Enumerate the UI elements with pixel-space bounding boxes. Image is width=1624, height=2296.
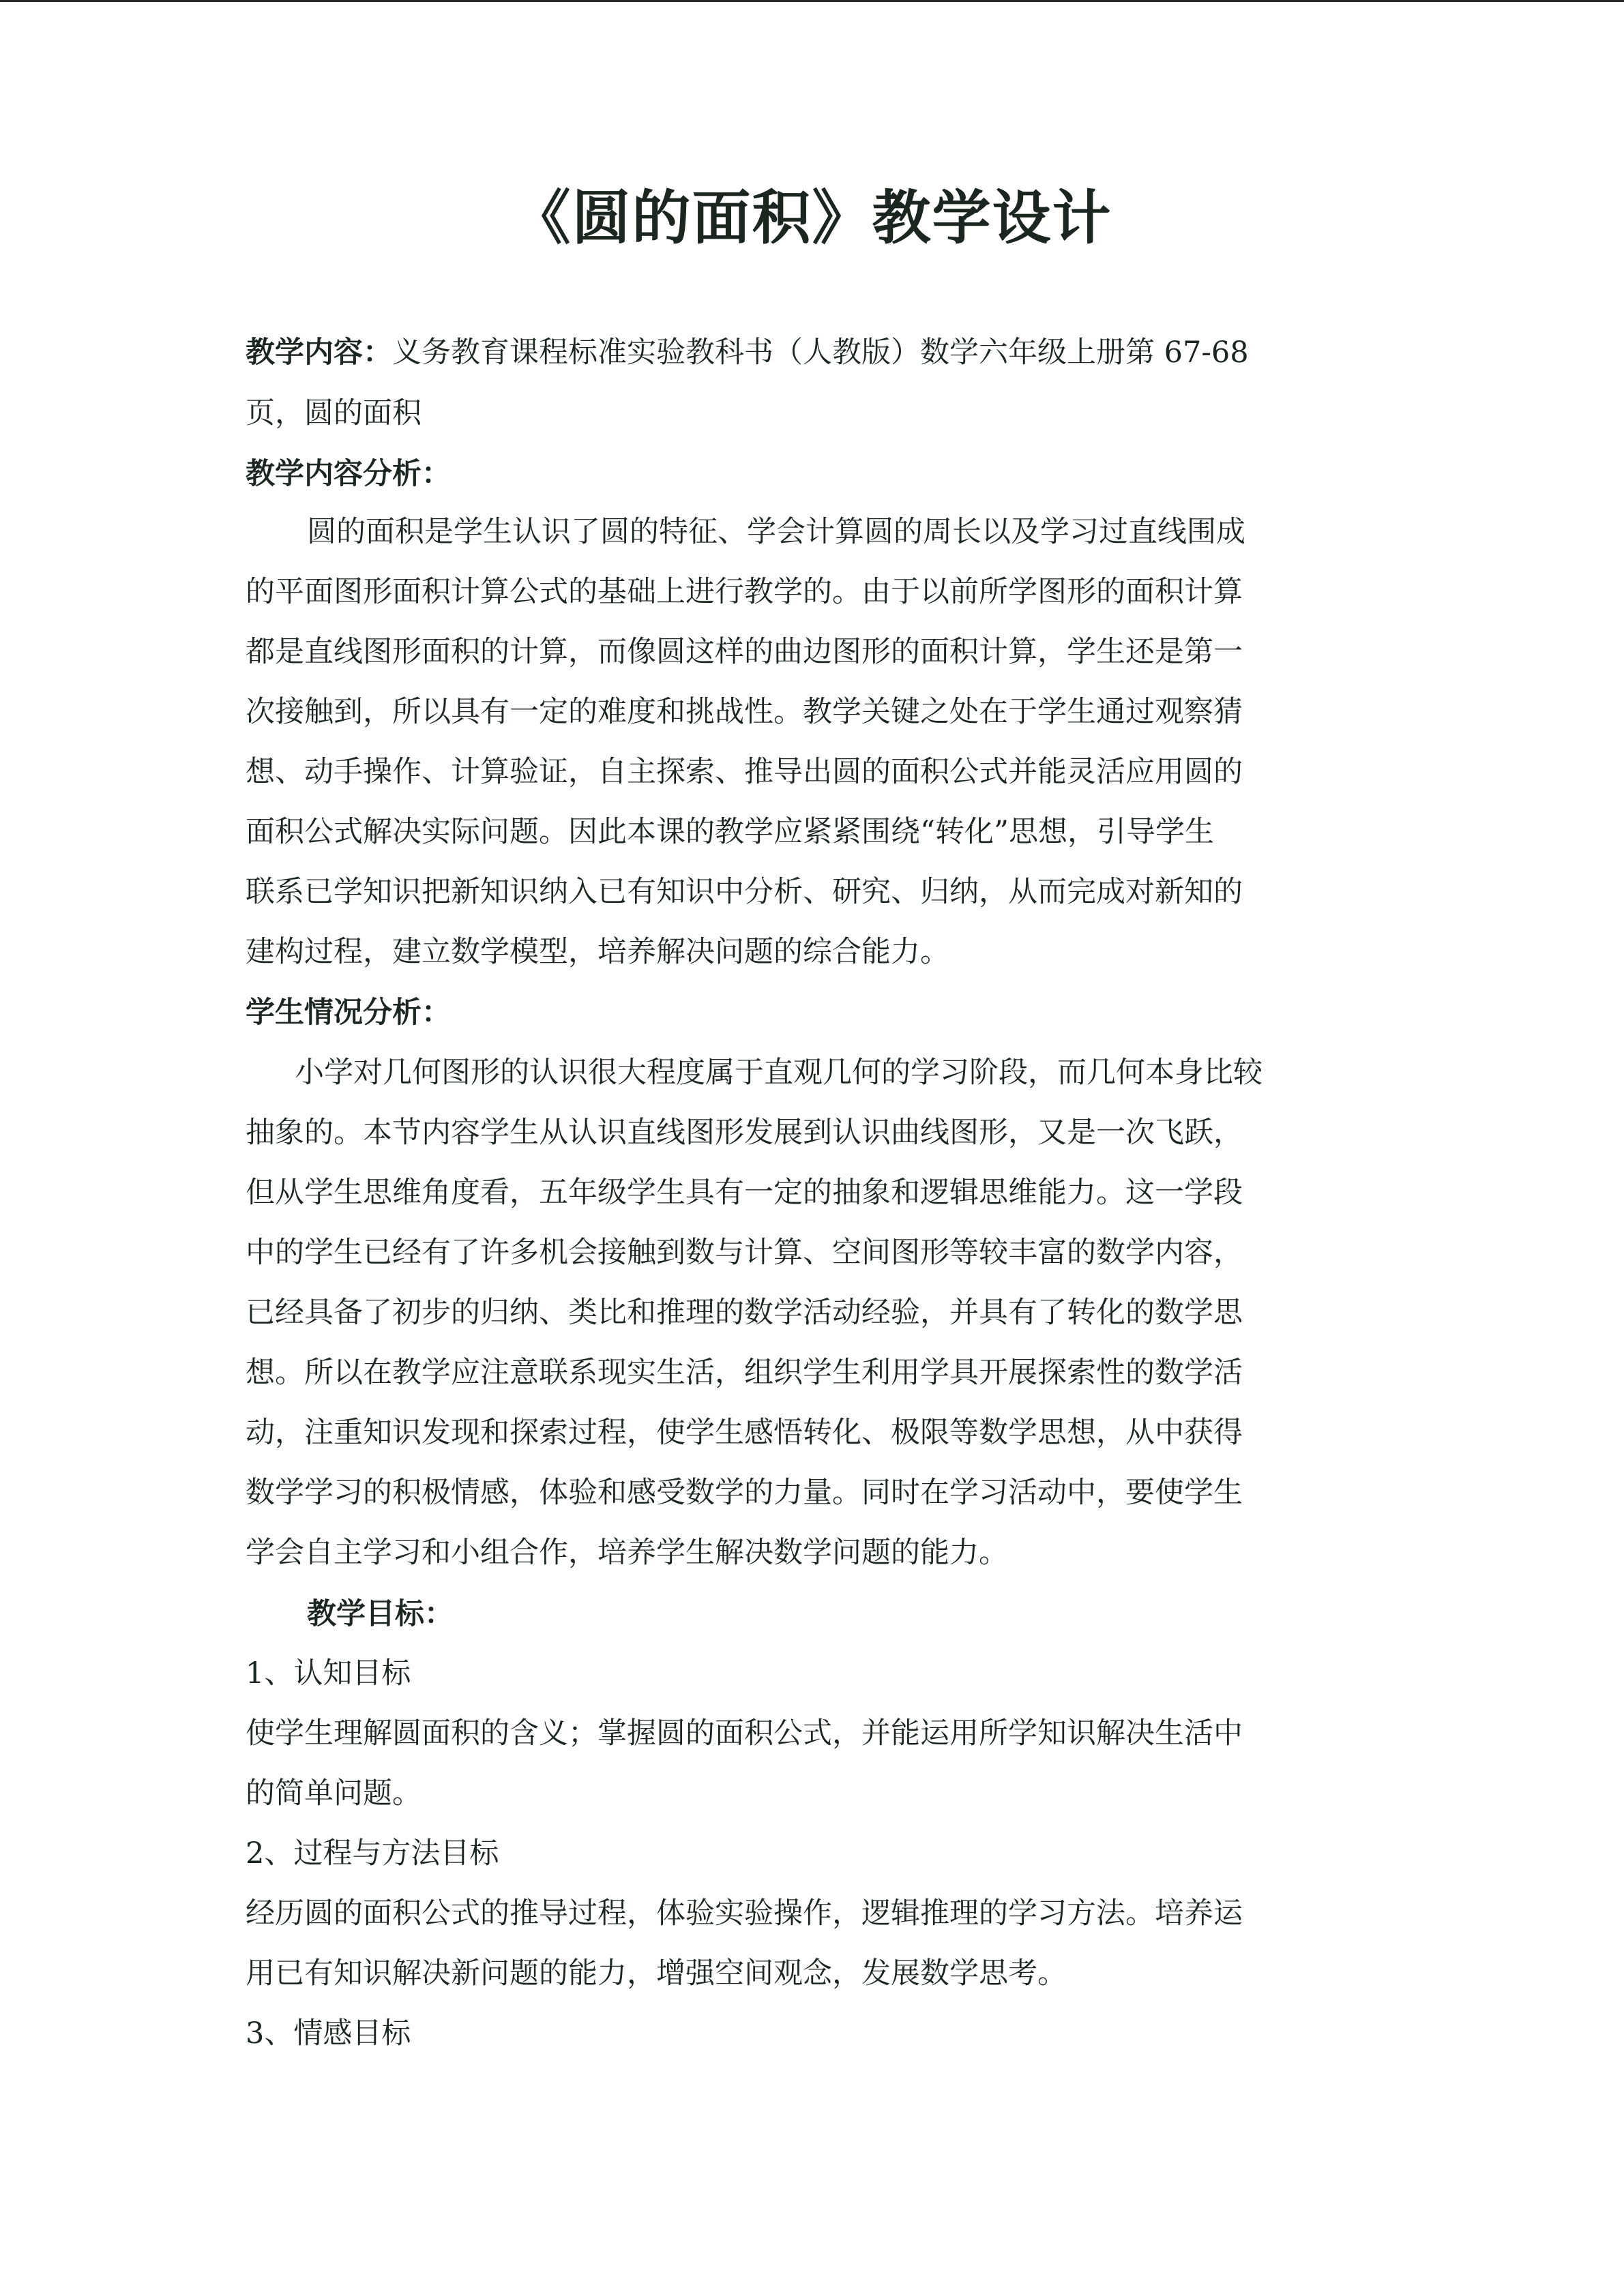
objective-3-title: 3、情感目标	[246, 2016, 411, 2051]
content-analysis-line: 圆的面积是学生认识了圆的特征、学会计算圆的周长以及学习过直线围成	[307, 515, 1245, 549]
student-analysis-line: 数学学习的积极情感，体验和感受数学的力量。同时在学习活动中，要使学生	[246, 1476, 1243, 1510]
objective-2-title: 2、过程与方法目标	[246, 1836, 499, 1870]
objective-2-line: 经历圆的面积公式的推导过程，体验实验操作，逻辑推理的学习方法。培养运	[246, 1896, 1243, 1930]
student-analysis-line: 学会自主学习和小组合作，培养学生解决数学问题的能力。	[246, 1536, 1008, 1570]
student-analysis-line: 中的学生已经有了许多机会接触到数与计算、空间图形等较丰富的数学内容，	[246, 1236, 1243, 1270]
content-analysis-line: 联系已学知识把新知识纳入已有知识中分析、研究、归纳，从而完成对新知的	[246, 875, 1243, 909]
student-analysis-heading: 学生情况分析：	[246, 996, 451, 1030]
content-analysis-line: 想、动手操作、计算验证，自主探索、推导出圆的面积公式并能灵活应用圆的	[246, 755, 1243, 789]
content-analysis-heading: 教学内容分析：	[246, 457, 451, 491]
content-analysis-line: 建构过程，建立数学模型，培养解决问题的综合能力。	[246, 935, 949, 969]
objective-1-title: 1、认知目标	[246, 1656, 411, 1690]
content-analysis-line: 都是直线图形面积的计算，而像圆这样的曲边图形的面积计算，学生还是第一	[246, 635, 1243, 669]
content-text: 义务教育课程标准实验教科书（人教版）数学六年级上册第 67-68	[392, 336, 1249, 370]
objective-2-line: 用已有知识解决新问题的能力，增强空间观念，发展数学思考。	[246, 1956, 1067, 1991]
student-analysis-line: 小学对几何图形的认识很大程度属于直观几何的学习阶段，而几何本身比较	[295, 1056, 1263, 1090]
student-analysis-line: 已经具备了初步的归纳、类比和推理的数学活动经验，并具有了转化的数学思	[246, 1296, 1243, 1330]
student-analysis-line: 但从学生思维角度看，五年级学生具有一定的抽象和逻辑思维能力。这一学段	[246, 1176, 1243, 1210]
document-title: 《圆的面积》教学设计	[512, 184, 1112, 252]
objective-1-line: 的简单问题。	[246, 1776, 422, 1810]
content-analysis-line: 次接触到，所以具有一定的难度和挑战性。教学关键之处在于学生通过观察猜	[246, 695, 1243, 729]
student-analysis-line: 抽象的。本节内容学生从认识直线图形发展到认识曲线图形，又是一次飞跃，	[246, 1116, 1243, 1150]
student-analysis-line: 动，注重知识发现和探索过程，使学生感悟转化、极限等数学思想，从中获得	[246, 1416, 1243, 1450]
objective-1-line: 使学生理解圆面积的含义；掌握圆的面积公式，并能运用所学知识解决生活中	[246, 1716, 1243, 1750]
objectives-heading: 教学目标：	[307, 1597, 454, 1631]
content-analysis-line: 面积公式解决实际问题。因此本课的教学应紧紧围绕“转化”思想，引导学生	[246, 815, 1214, 849]
content-analysis-line: 的平面图形面积计算公式的基础上进行教学的。由于以前所学图形的面积计算	[246, 575, 1243, 609]
top-border-line	[0, 0, 1624, 2]
content-label: 教学内容：	[246, 336, 392, 370]
content-line-1	[246, 333, 1249, 372]
student-analysis-line: 想。所以在教学应注意联系现实生活，组织学生利用学具开展探索性的数学活	[246, 1356, 1243, 1390]
content-line-2: 页，圆的面积	[246, 396, 422, 430]
